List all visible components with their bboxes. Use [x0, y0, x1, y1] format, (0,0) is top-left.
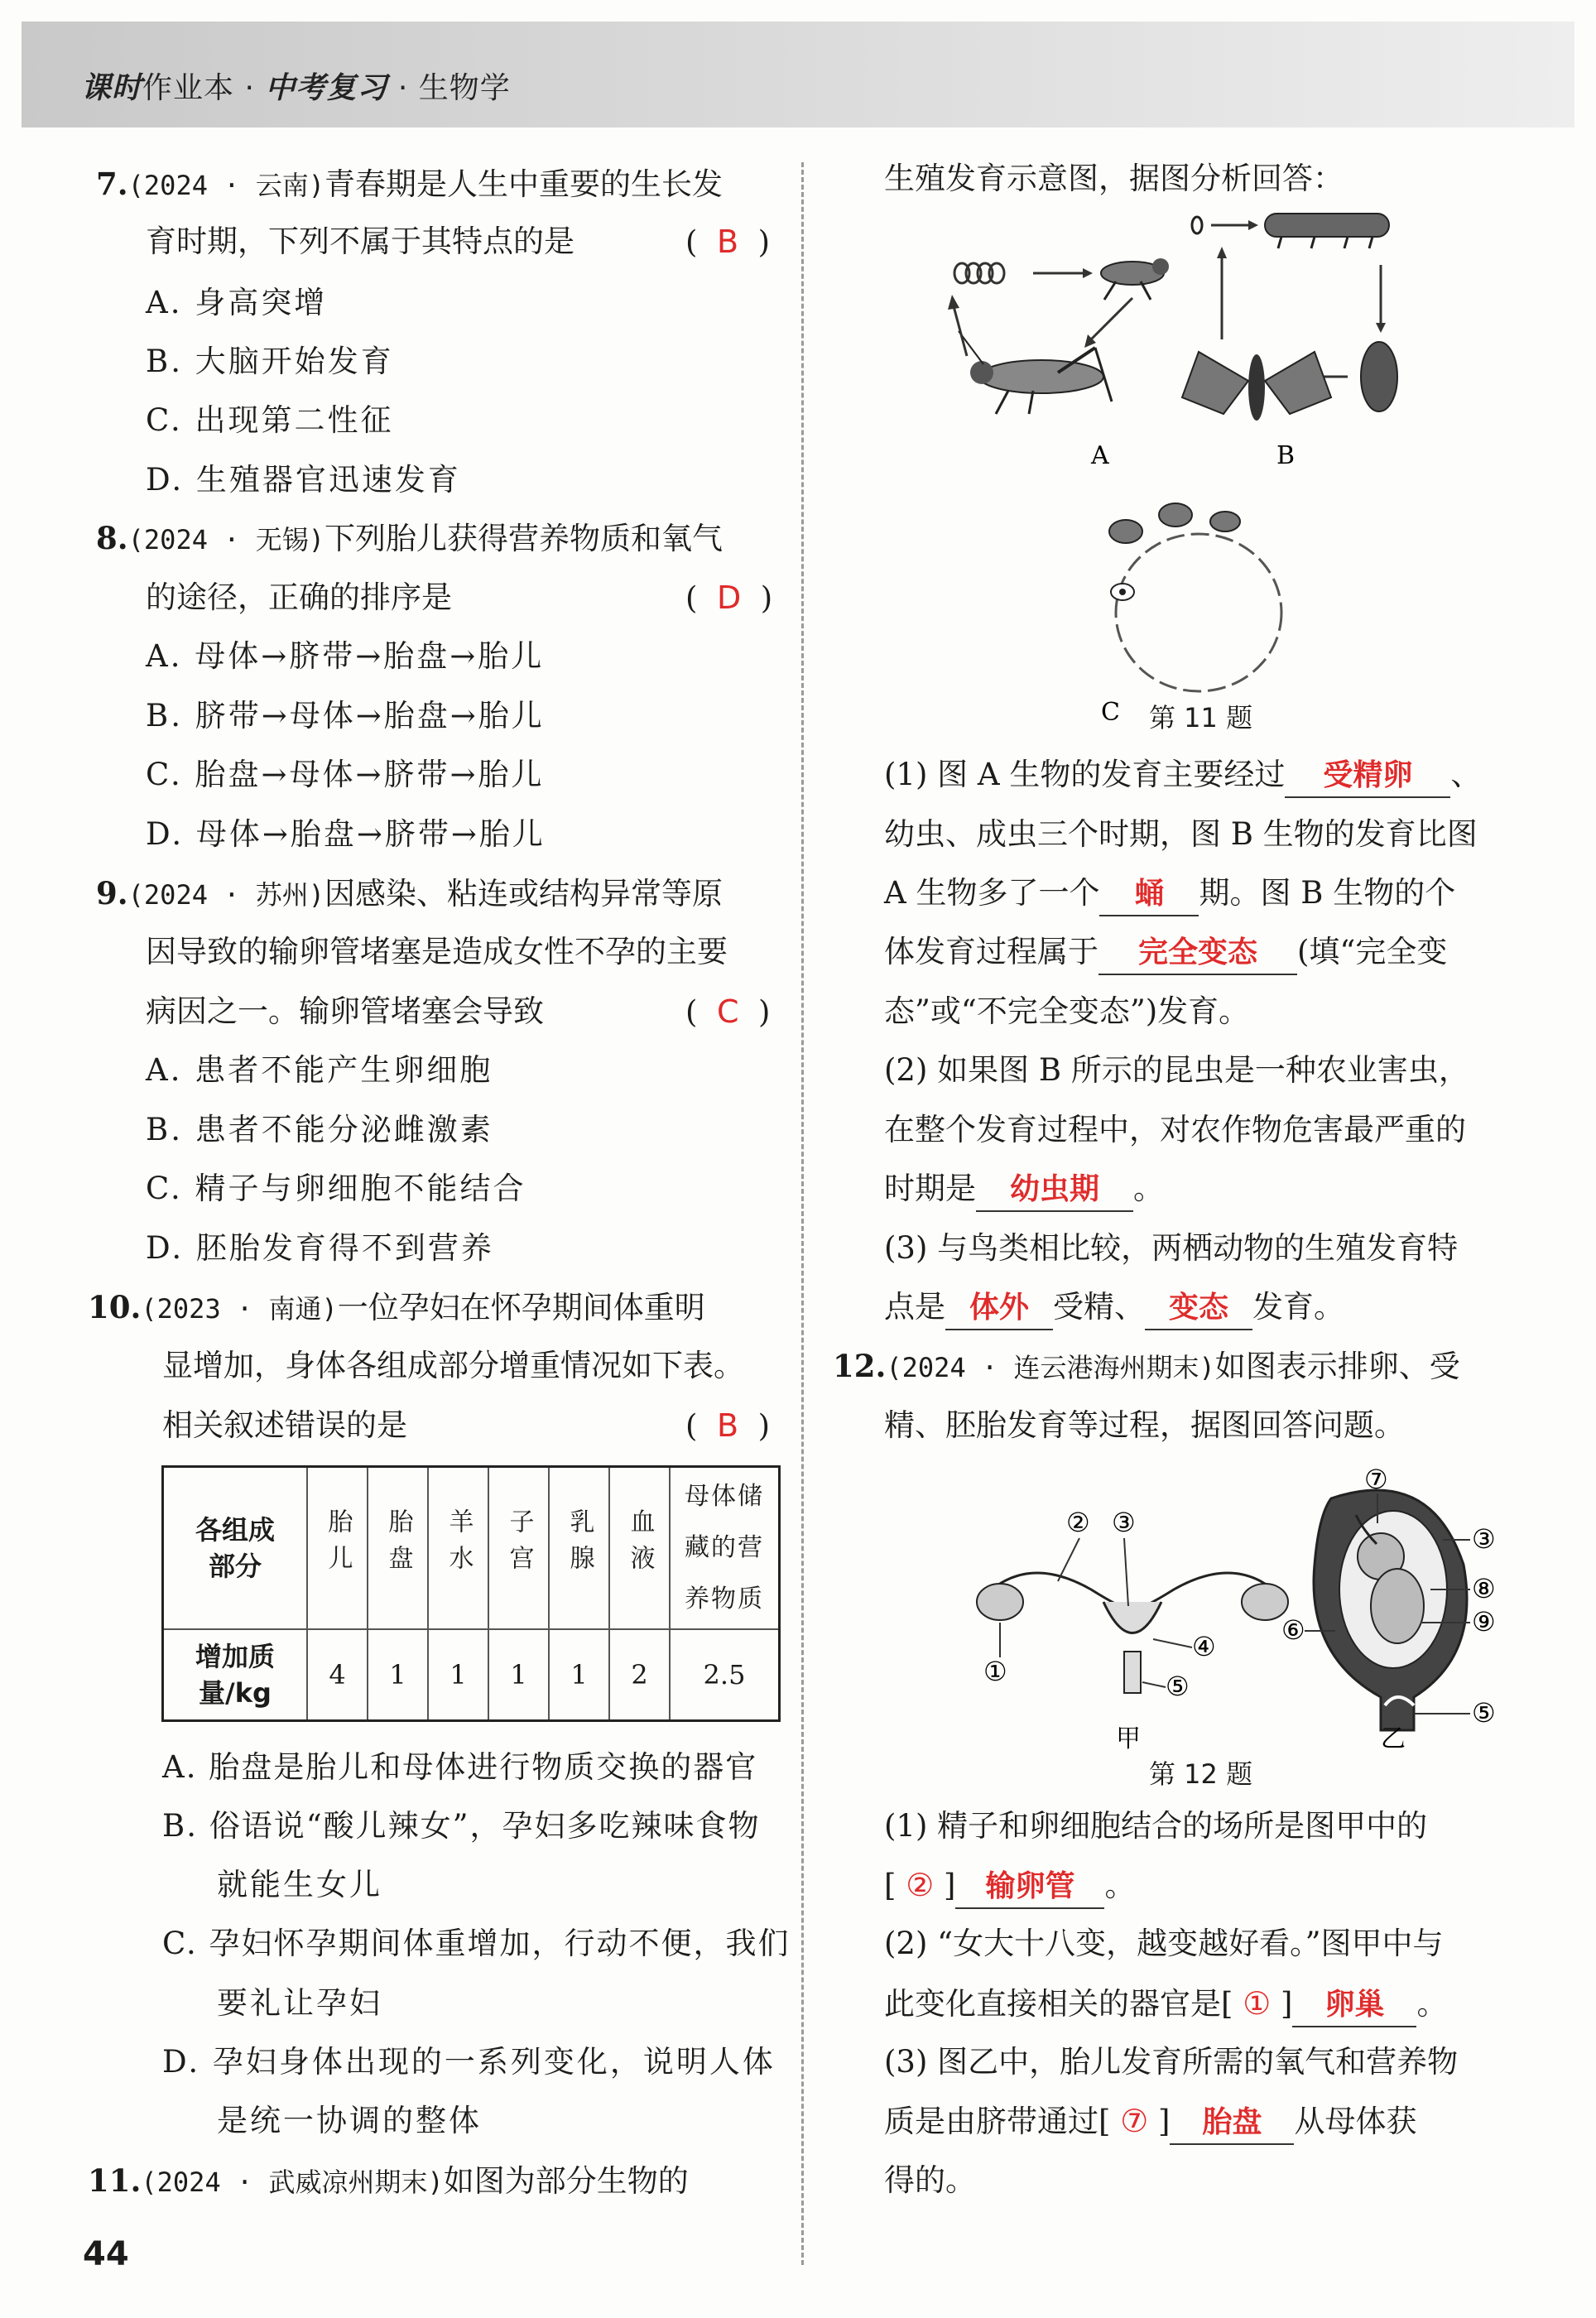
table-col-blood: 血液: [609, 1467, 670, 1629]
q7-option-b: B. 大脑开始发育: [146, 344, 394, 379]
q11-p2-line2: 在整个发育过程中，对农作物危害最严重的: [884, 1112, 1466, 1147]
q8-source: (2024 · 无锡): [127, 524, 325, 555]
q12-p2-line1: (2) “女大十八变，越变越好看。”图甲中与: [884, 1926, 1444, 1961]
q12-blank-1[interactable]: 输卵管: [955, 1866, 1104, 1909]
q12-blank-num-1[interactable]: ②: [906, 1867, 935, 1903]
q11-blank-2[interactable]: 蛹: [1099, 873, 1199, 916]
q10-option-d-line2: 是统一协调的整体: [217, 2103, 482, 2138]
svg-text:乙: 乙: [1381, 1724, 1406, 1753]
header-part-2: 作业本 ·: [142, 71, 266, 105]
table-header-gain: 增加质量/kg: [163, 1629, 308, 1721]
table-col-fetus: 胎儿: [307, 1467, 368, 1629]
q9-option-a: A. 患者不能产生卵细胞: [146, 1052, 493, 1088]
grasshopper-eggs-icon: [954, 263, 1004, 283]
q9-number: 9.: [96, 875, 128, 911]
table-col-placenta: 胎盘: [368, 1467, 428, 1629]
q7-text: 青春期是人生中重要的生长发: [324, 166, 723, 202]
q7-line2: 育时期，下列不属于其特点的是: [146, 224, 574, 259]
q8-option-b: B. 脐带→母体→胎盘→胎儿: [146, 698, 545, 733]
q11-figure: [934, 207, 1447, 720]
weight-gain-table: [161, 1465, 781, 1722]
svg-text:⑤: ⑤: [1472, 1697, 1496, 1729]
table-col-amniotic: 羊水: [428, 1467, 488, 1629]
q12-source: (2024 · 连云港海州期末): [886, 1352, 1215, 1383]
q10-option-c-line2: 要礼让孕妇: [217, 1985, 382, 2021]
fig11-label-a: A: [1091, 441, 1109, 470]
table-cell: 2: [609, 1629, 670, 1721]
q10-line3: 相关叙述错误的是: [162, 1407, 407, 1443]
q12-blank-num-3[interactable]: ⑦: [1120, 2103, 1149, 2139]
page-number: 44: [83, 2235, 129, 2273]
fetus-uterus-icon: [1314, 1490, 1467, 1730]
q8-line1: [96, 513, 723, 565]
table-col-breast: 乳腺: [549, 1467, 609, 1629]
q11-blank-6[interactable]: 变态: [1145, 1287, 1252, 1330]
svg-text:③: ③: [1472, 1523, 1496, 1555]
table-cell: 1: [368, 1629, 428, 1721]
q9-line1: [96, 868, 723, 920]
q10-source: (2023 · 南通): [141, 1293, 338, 1325]
q11-p1-line4: 体发育过程属于 完全变态 (填“完全变: [884, 927, 1447, 977]
q11-p1-line5: 态”或“不完全变态”)发育。: [884, 993, 1250, 1029]
header-part-1: 课时: [81, 71, 143, 105]
q12-number: 12.: [833, 1348, 887, 1384]
svg-text:⑤: ⑤: [1166, 1671, 1190, 1702]
q12-figure: [967, 1465, 1497, 1755]
table-col-reserve: 母体储藏的营养物质: [670, 1467, 780, 1629]
q7-answer: B: [716, 224, 739, 260]
q9-text: 因感染、粘连或结构异常等原: [324, 876, 723, 911]
q9-option-c: C. 精子与卵细胞不能结合: [146, 1171, 526, 1206]
q10-text: 一位孕妇在怀孕期间体重明: [337, 1290, 705, 1325]
q8-option-d: D. 母体→胎盘→脐带→胎儿: [146, 816, 546, 852]
q8-option-c: C. 胎盘→母体→脐带→胎儿: [146, 757, 545, 792]
q7-number: 7.: [96, 166, 128, 202]
fig11-label-b: B: [1276, 441, 1296, 470]
q11-caption: 第 11 题: [1149, 702, 1253, 733]
q12-blank-2[interactable]: 卵巢: [1292, 1984, 1416, 2027]
q10-answer-paren: ( B ): [685, 1407, 771, 1444]
q8-line2: 的途径，正确的排序是: [146, 580, 452, 615]
table-cell: 1: [488, 1629, 549, 1721]
moth-egg-icon: [1192, 217, 1202, 233]
q12-p1-line2: [ ② ] 输卵管 。: [884, 1860, 1135, 1911]
q9-line3: 病因之一。输卵管堵塞会导致: [146, 993, 544, 1029]
q9-answer: C: [716, 993, 739, 1030]
svg-text:⑦: ⑦: [1364, 1465, 1388, 1495]
q10-option-c-line1: C. 孕妇怀孕期间体重增加，行动不便，我们: [162, 1926, 791, 1961]
q12-p3-line2: 质是由脐带通过[ ⑦ ] 胎盘 从母体获: [884, 2096, 1416, 2147]
q8-option-a: A. 母体→脐带→胎盘→胎儿: [146, 638, 545, 674]
q11-line1: [88, 2156, 689, 2207]
q10-option-b-line2: 就能生女儿: [217, 1867, 382, 1902]
q12-p2-line2: 此变化直接相关的器官是[ ① ] 卵巢 。: [884, 1979, 1447, 2029]
q12-line1: [833, 1341, 1460, 1392]
q11-p1-line3: A 生物多了一个 蛹 期。图 B 生物的个: [884, 868, 1455, 918]
q11-blank-4[interactable]: 幼虫期: [976, 1169, 1133, 1212]
q7-option-a: A. 身高突增: [146, 285, 328, 320]
table-header-parts: 各组成部分: [163, 1467, 308, 1629]
q11-text: 如图为部分生物的: [443, 2163, 689, 2199]
q12-p3-line1: (3) 图乙中，胎儿发育所需的氧气和营养物: [884, 2044, 1459, 2080]
svg-text:④: ④: [1192, 1631, 1216, 1662]
q10-option-d-line1: D. 孕妇身体出现的一系列变化，说明人体: [162, 2044, 776, 2080]
q7-source: (2024 · 云南): [127, 170, 325, 201]
q7-line1: [96, 159, 723, 210]
q11-p1-line2: 幼虫、成虫三个时期，图 B 生物的发育比图: [884, 816, 1478, 852]
fig11-label-c: C: [1101, 698, 1120, 720]
q8-answer-paren: ( D ): [685, 580, 773, 616]
table-cell: 2.5: [670, 1629, 780, 1721]
q9-source: (2024 · 苏州): [127, 879, 325, 911]
q10-line1: [88, 1282, 705, 1334]
q12-p3-line3: 得的。: [884, 2162, 976, 2198]
pupa-icon: [1361, 342, 1397, 411]
q8-number: 8.: [96, 520, 128, 556]
svg-text:⑨: ⑨: [1472, 1606, 1496, 1638]
table-row-gain: [163, 1629, 780, 1721]
svg-text:③: ③: [1112, 1507, 1136, 1538]
q10-number: 10.: [88, 1289, 142, 1325]
svg-text:②: ②: [1066, 1507, 1090, 1538]
q12-blank-3[interactable]: 胎盘: [1170, 2102, 1294, 2145]
q12-line2: 精、胚胎发育等过程，据图回答问题。: [884, 1407, 1405, 1443]
caterpillar-icon: [1265, 214, 1389, 248]
header-title: [81, 65, 511, 107]
q11-p2-line3: 时期是 幼虫期 。: [884, 1164, 1164, 1214]
table-cell: 4: [307, 1629, 368, 1721]
q7-answer-paren: ( B ): [685, 224, 771, 260]
moth-adult-icon: [1182, 352, 1331, 421]
svg-text:⑧: ⑧: [1472, 1573, 1496, 1604]
header-part-4: · 生物学: [387, 71, 511, 105]
q11-p2-line1: (2) 如果图 B 所示的昆虫是一种农业害虫，: [884, 1052, 1469, 1088]
q12-text: 如图表示排卵、受: [1214, 1349, 1460, 1384]
grasshopper-nymph-icon: [1101, 258, 1169, 300]
q11-source: (2024 · 武威凉州期末): [141, 2167, 444, 2198]
svg-text:①: ①: [983, 1656, 1007, 1687]
q10-option-a: A. 胎盘是胎儿和母体进行物质交换的器官: [162, 1749, 758, 1785]
q8-text: 下列胎儿获得营养物质和氧气: [324, 521, 723, 556]
q11-blank-1[interactable]: 受精卵: [1285, 755, 1450, 798]
q8-answer: D: [716, 580, 742, 616]
female-reproductive-icon: [977, 1573, 1288, 1693]
q11-blank-5[interactable]: 体外: [945, 1287, 1053, 1330]
q11-blank-3[interactable]: 完全变态: [1098, 932, 1297, 975]
q10-answer: B: [716, 1407, 739, 1444]
table-row-parts: [163, 1467, 780, 1629]
q11-line2: 生殖发育示意图，据图分析回答：: [884, 161, 1344, 196]
table-col-uterus: 子宫: [488, 1467, 549, 1629]
q12-caption: 第 12 题: [1149, 1758, 1253, 1790]
q9-option-d: D. 胚胎发育得不到营养: [146, 1230, 494, 1266]
table-cell: 1: [549, 1629, 609, 1721]
q7-option-d: D. 生殖器官迅速发育: [146, 462, 461, 498]
header-part-3: 中考复习: [265, 71, 388, 105]
q12-blank-num-2[interactable]: ①: [1243, 1985, 1272, 2022]
q9-line2: 因导致的输卵管堵塞是造成女性不孕的主要: [146, 934, 728, 969]
q9-option-b: B. 患者不能分泌雌激素: [146, 1112, 493, 1147]
q11-p3-line2: 点是 体外 受精、 变态 发育。: [884, 1282, 1344, 1332]
svg-text:⑥: ⑥: [1281, 1614, 1305, 1646]
q11-number: 11.: [88, 2162, 142, 2199]
q11-p1-line1: (1) 图 A 生物的发育主要经过 受精卵 、: [884, 750, 1481, 800]
q12-p1-line1: (1) 精子和卵细胞结合的场所是图甲中的: [884, 1808, 1428, 1844]
svg-text:甲: 甲: [1116, 1724, 1141, 1753]
q10-line2: 显增加，身体各组成部分增重情况如下表。: [162, 1348, 744, 1383]
table-cell: 1: [428, 1629, 488, 1721]
q7-option-c: C. 出现第二性征: [146, 402, 394, 438]
q10-option-b-line1: B. 俗语说“酸儿辣女”，孕妇多吃辣味食物: [162, 1808, 761, 1844]
column-divider: [801, 162, 804, 2265]
frog-cycle-icon: [1109, 503, 1281, 691]
q9-answer-paren: ( C ): [685, 993, 771, 1030]
q11-p3-line1: (3) 与鸟类相比较，两栖动物的生殖发育特: [884, 1230, 1459, 1266]
